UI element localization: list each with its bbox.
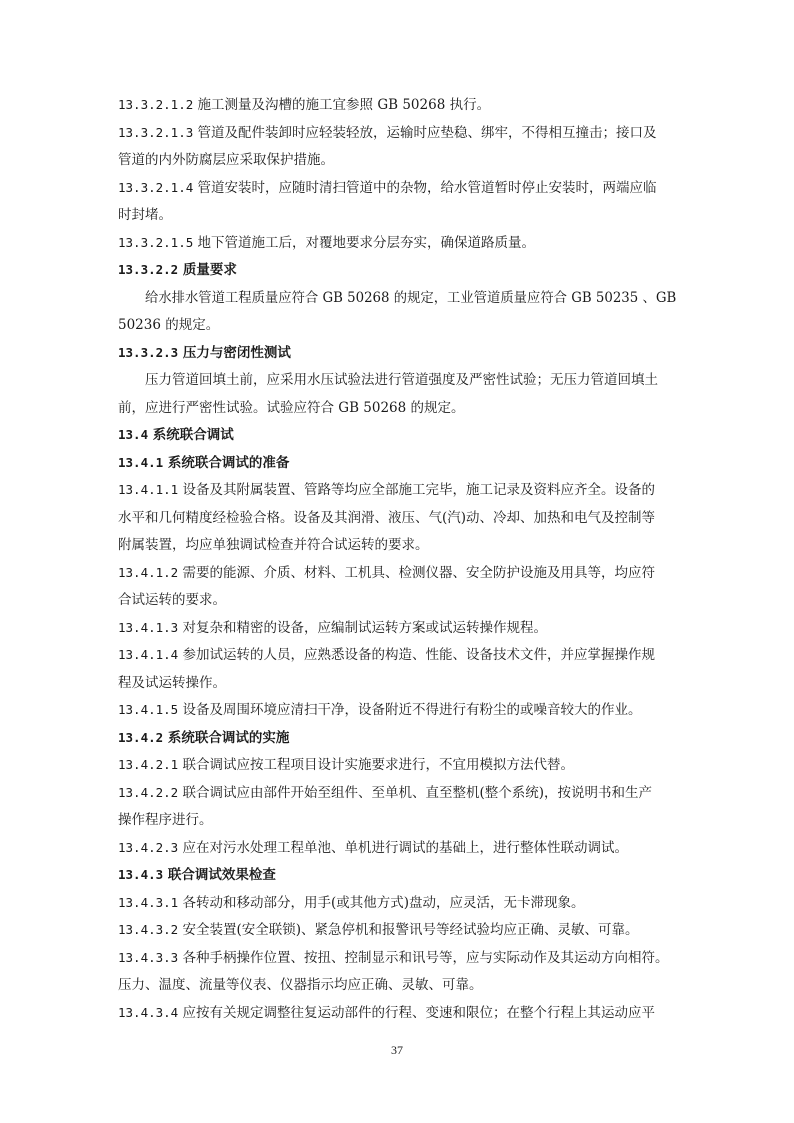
- clause-13-4-3-1: [118, 894, 585, 912]
- clause-13-4-2-3: [118, 839, 628, 857]
- clause-number: 13.3.2.1.3: [118, 125, 194, 140]
- continuation-line: [118, 536, 429, 554]
- clause-13-3-2-1-5: [118, 234, 535, 252]
- clause-13-4-1-3: [118, 619, 547, 637]
- continuation-line: [118, 316, 219, 334]
- clause-number: 13.4.1.3: [118, 620, 179, 635]
- clause-13-3-2-1-4: [118, 179, 657, 197]
- clause-text: 设备及其附属装置、管路等均应全部施工完毕，施工记录及资料应齐全。设备的: [178, 482, 656, 498]
- clause-text: 联合调试应由部件开始至组件、至单机、直至整机(整个系统)，按说明书和生产: [178, 785, 653, 801]
- clause-number: 13.4.3.3: [118, 950, 179, 965]
- heading-13-4: [118, 426, 234, 444]
- clause-text: 应在对污水处理工程单池、单机进行调试的基础上，进行整体性联动调试。: [178, 840, 629, 856]
- heading-13-4-2: [118, 729, 289, 747]
- paragraph-text: 50236 的规定。: [118, 317, 220, 333]
- heading-text: 质量要求: [178, 262, 237, 278]
- clause-number: 13.4.2.2: [118, 785, 179, 800]
- clause-text: 管道及配件装卸时应轻装轻放，运输时应垫稳、绑牢，不得相互撞击；接口及: [193, 125, 657, 141]
- clause-13-4-1-4: [118, 646, 655, 664]
- clause-text: 管道安装时，应随时清扫管道中的杂物，给水管道暂时停止安装时，两端应临: [193, 180, 657, 196]
- clause-number: 13.4.2.1: [118, 757, 179, 772]
- clause-text: 施工测量及沟槽的施工宜参照 GB 50268 执行。: [193, 97, 491, 113]
- clause-number: 13.3.2.3: [118, 345, 179, 360]
- clause-number: 13.4.3: [118, 867, 164, 882]
- paragraph-text: 压力管道回填土前，应采用水压试验法进行管道强度及严密性试验；无压力管道回填土: [145, 372, 658, 388]
- clause-text: 应按有关规定调整往复运动部件的行程、变速和限位；在整个行程上其运动应平: [178, 1005, 656, 1021]
- heading-text: 压力与密闭性测试: [178, 345, 291, 361]
- continuation-line: [118, 399, 465, 417]
- clause-13-4-3-3: [118, 949, 669, 967]
- continuation-line: [118, 674, 226, 692]
- clause-13-4-1-5: [118, 701, 642, 719]
- clause-number: 13.3.2.1.4: [118, 180, 194, 195]
- clause-text: 操作程序进行。: [118, 812, 213, 828]
- heading-13-3-2-2: [118, 261, 237, 279]
- clause-number: 13.4.3.4: [118, 1005, 179, 1020]
- clause-13-4-3-2: [118, 921, 639, 939]
- clause-text: 参加试运转的人员，应熟悉设备的构造、性能、设备技术文件，并应掌握操作规: [178, 647, 656, 663]
- clause-text: 管道的内外防腐层应采取保护措施。: [118, 152, 334, 168]
- continuation-line: [118, 811, 213, 829]
- clause-number: 13.4.1.5: [118, 702, 179, 717]
- clause-text: 水平和几何精度经检验合格。设备及其润滑、液压、气(汽)动、冷却、加热和电气及控制等: [118, 510, 656, 526]
- clause-text: 对复杂和精密的设备，应编制试运转方案或试运转操作规程。: [178, 620, 548, 636]
- clause-number: 13.4.1: [118, 455, 164, 470]
- heading-13-3-2-3: [118, 344, 291, 362]
- clause-13-4-2-2: [118, 784, 652, 802]
- heading-13-4-3: [118, 866, 276, 884]
- paragraph-text: 给水排水管道工程质量应符合 GB 50268 的规定，工业管道质量应符合 GB 50235 、GB: [145, 290, 677, 306]
- heading-text: 系统联合调试的准备: [163, 455, 290, 471]
- clause-text: 安全装置(安全联锁)、紧急停机和报警讯号等经试验均应正确、灵敏、可靠。: [178, 922, 639, 938]
- paragraph-text: 前，应进行严密性试验。试验应符合 GB 50268 的规定。: [118, 400, 465, 416]
- continuation-line: [118, 509, 655, 527]
- paragraph-line: [145, 371, 658, 389]
- heading-text: 系统联合调试: [148, 427, 234, 443]
- clause-number: 13.4.2: [118, 730, 164, 745]
- clause-13-3-2-1-2: [118, 96, 490, 114]
- clause-13-4-1-2: [118, 564, 655, 582]
- clause-number: 13.4.1.4: [118, 647, 179, 662]
- clause-number: 13.4.2.3: [118, 840, 179, 855]
- clause-number: 13.3.2.1.2: [118, 97, 194, 112]
- clause-text: 设备及周围环境应清扫干净，设备附近不得进行有粉尘的或噪音较大的作业。: [178, 702, 642, 718]
- continuation-line: [118, 151, 334, 169]
- continuation-line: [118, 206, 172, 224]
- clause-number: 13.4: [118, 427, 149, 442]
- clause-number: 13.4.1.1: [118, 482, 179, 497]
- clause-13-4-1-1: [118, 481, 655, 499]
- clause-text: 程及试运转操作。: [118, 675, 226, 691]
- clause-text: 时封堵。: [118, 207, 172, 223]
- clause-number: 13.3.2.1.5: [118, 235, 194, 250]
- clause-number: 13.4.1.2: [118, 565, 179, 580]
- heading-text: 系统联合调试的实施: [163, 730, 290, 746]
- heading-text: 联合调试效果检查: [163, 867, 276, 883]
- continuation-line: [118, 976, 483, 994]
- clause-13-3-2-1-3: [118, 124, 657, 142]
- heading-13-4-1: [118, 454, 289, 472]
- clause-text: 联合调试应按工程项目设计实施要求进行，不宜用模拟方法代替。: [178, 757, 575, 773]
- clause-number: 13.4.3.2: [118, 922, 179, 937]
- clause-text: 需要的能源、介质、材料、工机具、检测仪器、安全防护设施及用具等，均应符: [178, 565, 656, 581]
- continuation-line: [118, 591, 226, 609]
- clause-number: 13.4.3.1: [118, 895, 179, 910]
- clause-13-4-2-1: [118, 756, 574, 774]
- paragraph-line: [145, 289, 676, 307]
- clause-text: 压力、温度、流量等仪表、仪器指示均应正确、灵敏、可靠。: [118, 977, 483, 993]
- page-number: 37: [391, 1043, 403, 1057]
- clause-text: 地下管道施工后，对覆地要求分层夯实，确保道路质量。: [193, 235, 536, 251]
- clause-13-4-3-4: [118, 1004, 655, 1022]
- clause-text: 附属装置，均应单独调试检查并符合试运转的要求。: [118, 537, 429, 553]
- clause-number: 13.3.2.2: [118, 262, 179, 277]
- clause-text: 各种手柄操作位置、按扭、控制显示和讯号等，应与实际动作及其运动方向相符。: [178, 950, 669, 966]
- clause-text: 各转动和移动部分，用手(或其他方式)盘动，应灵活，无卡滞现象。: [178, 895, 585, 911]
- clause-text: 合试运转的要求。: [118, 592, 226, 608]
